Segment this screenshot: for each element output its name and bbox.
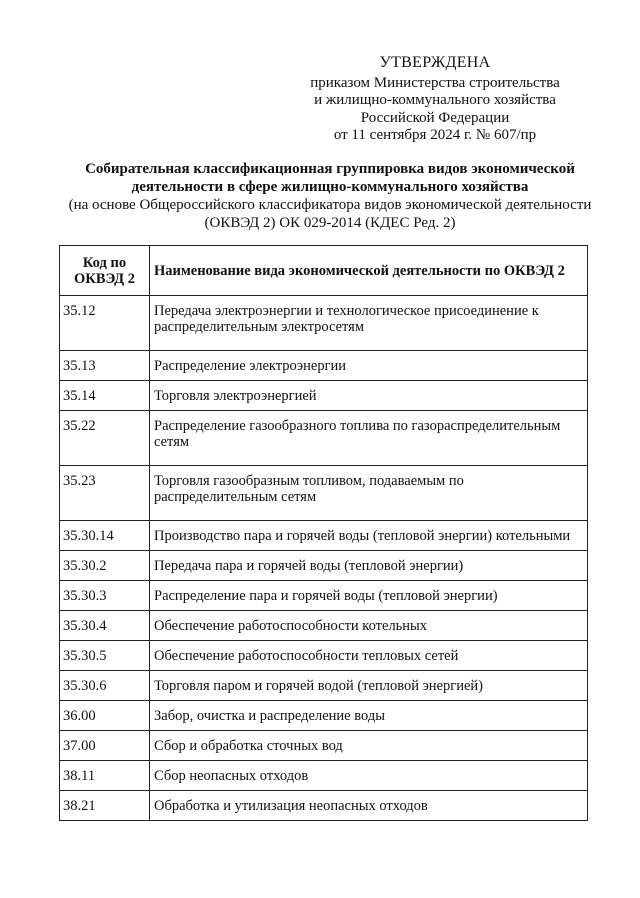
table-row bbox=[60, 521, 588, 551]
document-title: деятельности в сфере жилищно-коммунального хозяйства bbox=[131, 179, 529, 195]
activity-name: Обработка и утилизация неопасных отходов bbox=[150, 791, 588, 821]
header-code: Код по ОКВЭД 2 bbox=[60, 246, 150, 296]
table-row bbox=[60, 731, 588, 761]
okved-code: 35.13 bbox=[60, 351, 150, 381]
activity-name: Обеспечение работоспособности тепловых сетей bbox=[150, 641, 588, 671]
table-row bbox=[60, 296, 588, 351]
table-row bbox=[60, 671, 588, 701]
table-row bbox=[60, 611, 588, 641]
approval-block bbox=[300, 54, 570, 145]
okved-code: 36.00 bbox=[60, 701, 150, 731]
okved-code: 35.14 bbox=[60, 381, 150, 411]
activity-name: Торговля электроэнергией bbox=[150, 381, 588, 411]
document-heading bbox=[40, 160, 620, 232]
okved-code: 38.21 bbox=[60, 791, 150, 821]
table-row bbox=[60, 381, 588, 411]
activity-name: Сбор неопасных отходов bbox=[150, 761, 588, 791]
table-row bbox=[60, 551, 588, 581]
activity-name: Распределение пара и горячей воды (тепловой энергии) bbox=[150, 581, 588, 611]
approval-line: и жилищно-коммунального хозяйства bbox=[314, 92, 556, 108]
okved-code: 35.30.4 bbox=[60, 611, 150, 641]
table-row bbox=[60, 581, 588, 611]
activity-name: Торговля паром и горячей водой (тепловой энергией) bbox=[150, 671, 588, 701]
okved-code: 35.22 bbox=[60, 411, 150, 466]
document-subtitle: (на основе Общероссийского классификатора видов экономической деятельности bbox=[68, 197, 592, 213]
activity-name: Забор, очистка и распределение воды bbox=[150, 701, 588, 731]
okved-code: 35.30.3 bbox=[60, 581, 150, 611]
okved-table bbox=[59, 245, 588, 821]
okved-code: 35.30.2 bbox=[60, 551, 150, 581]
approved-label: УТВЕРЖДЕНА bbox=[379, 54, 491, 71]
activity-name: Распределение газообразного топлива по газораспределительным сетям bbox=[150, 411, 588, 466]
okved-code: 38.11 bbox=[60, 761, 150, 791]
okved-code: 35.23 bbox=[60, 466, 150, 521]
table-row bbox=[60, 641, 588, 671]
okved-code: 35.12 bbox=[60, 296, 150, 351]
table-row bbox=[60, 701, 588, 731]
activity-name: Торговля газообразным топливом, подаваемым по распределительным сетям bbox=[150, 466, 588, 521]
activity-name: Обеспечение работоспособности котельных bbox=[150, 611, 588, 641]
activity-name: Распределение электроэнергии bbox=[150, 351, 588, 381]
approval-date: от 11 сентября 2024 г. № 607/пр bbox=[333, 127, 537, 143]
activity-name: Производство пара и горячей воды (тепловой энергии) котельными bbox=[150, 521, 588, 551]
header-name: Наименование вида экономической деятельности по ОКВЭД 2 bbox=[150, 246, 588, 296]
approval-line: Российской Федерации bbox=[360, 109, 510, 126]
table-row bbox=[60, 761, 588, 791]
activity-name: Передача пара и горячей воды (тепловой энергии) bbox=[150, 551, 588, 581]
table-row bbox=[60, 411, 588, 466]
okved-code: 35.30.6 bbox=[60, 671, 150, 701]
table-header-row bbox=[60, 246, 588, 296]
activity-name: Передача электроэнергии и технологическое присоединение к распределительным электросетям bbox=[150, 296, 588, 351]
activity-name: Сбор и обработка сточных вод bbox=[150, 731, 588, 761]
document-subtitle: (ОКВЭД 2) ОК 029-2014 (КДЕС Ред. 2) bbox=[204, 215, 456, 231]
okved-code: 37.00 bbox=[60, 731, 150, 761]
table-row bbox=[60, 351, 588, 381]
table-row bbox=[60, 466, 588, 521]
okved-code: 35.30.14 bbox=[60, 521, 150, 551]
approval-line: приказом Министерства строительства bbox=[310, 74, 560, 91]
document-title: Собирательная классификационная группировка видов экономической bbox=[85, 161, 575, 177]
table-row bbox=[60, 791, 588, 821]
okved-code: 35.30.5 bbox=[60, 641, 150, 671]
